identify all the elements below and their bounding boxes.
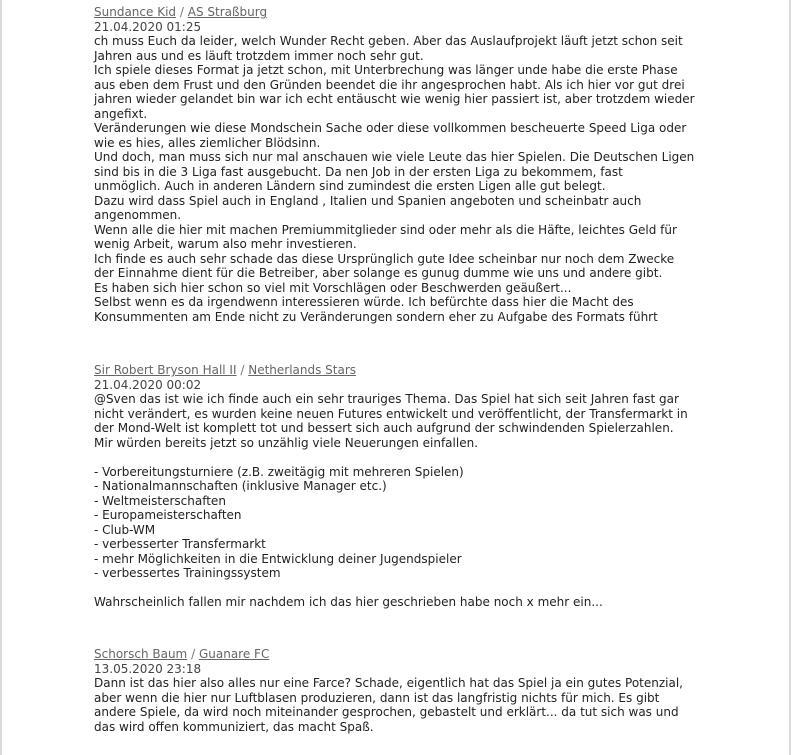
post-text-line: Wenn alle die hier mit machen Premiummitglieder sind oder mehr als die Häfte, leichtes Geld für — [94, 222, 677, 237]
forum-post — [94, 363, 724, 610]
author-link[interactable]: Schorsch Baum — [94, 647, 188, 661]
post-body — [94, 676, 724, 734]
post-text-line: der Mond-Welt ist komplett tot und bessert sich auch aufgrund der schwindenden Spielerzahlen. — [94, 421, 674, 435]
post-text-line: - verbessertes Trainingssystem — [94, 566, 281, 580]
forum-post — [94, 5, 724, 324]
post-text-line: Es haben sich hier schon so viel mit Vorschlägen oder Beschwerden geäußert... — [94, 280, 572, 295]
post-text-line: Selbst wenn es da irgendwenn interessieren würde. Ich befürchte dass hier die Macht des — [94, 295, 634, 309]
post-text-line: wie es hies, alles ziemlicher Blödsinn. — [94, 135, 321, 150]
post-text-line: angenommen. — [94, 208, 182, 222]
post-text-line: - Club-WM — [94, 522, 156, 537]
header-separator: / — [191, 647, 196, 661]
post-text-line: unmöglich. Auch in anderen Ländern sind zumindest die ersten Ligen alle gut belegt. — [94, 179, 606, 193]
post-text-line: Veränderungen wie diese Mondschein Sache oder diese vollkommen bescheuerte Speed Liga oder — [94, 121, 687, 135]
post-text-line: Konsummenten am Ende nicht zu Veränderungen sondern eher zu Aufgabe des Formats führt — [94, 309, 658, 324]
post-text-line: Mir würden bereits jetzt so unzählig viele Neuerungen einfallen. — [94, 435, 479, 450]
post-text-line: - Nationalmannschaften (inklusive Manager etc.) — [94, 479, 387, 493]
post-text-line: ch muss Euch da leider, welch Wunder Recht geben. Aber das Auslaufprojekt läuft jetzt schon seit — [94, 34, 683, 48]
team-link[interactable]: Guanare FC — [198, 647, 270, 661]
post-text-line — [94, 450, 724, 465]
post-text-line: Ich finde es auch sehr schade das diese Ursprünglich gute Idee scheinbar nur noch dem Zwecke — [94, 251, 675, 266]
forum-post — [94, 647, 724, 734]
post-text-line: Dann ist das hier also alles nur eine Farce? Schade, eigentlich hat das Spiel ja ein gutes Potenzial, — [94, 676, 683, 690]
post-text-line: der Einnahme dient für die Betreiber, aber solange es gunug dumme wie uns und andere gibt. — [94, 266, 663, 280]
post-body — [94, 34, 724, 324]
post-text-line: nicht verändert, es wurden keine neuen Futures entwickelt und veröffentlicht, der Transfermarkt in — [94, 406, 688, 421]
post-text-line: - Weltmeisterschaften — [94, 493, 226, 508]
post-text-line: Ich spiele dieses Format ja jetzt schon, mit Unterbrechung was länger unde habe die erste Phase — [94, 63, 678, 77]
post-text-line: Und doch, man muss sich nur mal anschauen wie viele Leute das hier Spielen. Die Deutschen Ligen — [94, 150, 695, 164]
post-header — [94, 647, 724, 662]
post-text-line: jahren wieder gelandet bin war ich echt entäuscht wie wenig hier passiert ist, aber trotzdem wieder — [94, 92, 695, 106]
post-text-line: das wird offen kommuniziert, das macht Spaß. — [94, 719, 374, 734]
header-separator: / — [179, 5, 184, 19]
post-text-line: - Vorbereitungsturniere (z.B. zweitägig mit mehreren Spielen) — [94, 464, 464, 479]
author-link[interactable]: Sir Robert Bryson Hall II — [94, 363, 237, 377]
post-text-line — [94, 581, 724, 596]
post-body — [94, 392, 724, 610]
post-date: 21.04.2020 01:25 — [94, 20, 202, 34]
post-text-line: sind bis in die 3 Liga fast ausgebucht. Da nen Job in der ersten Liga zu bekommem, fast — [94, 164, 623, 179]
post-text-line: Jahren aus und es läuft trotzdem immer noch sehr gut. — [94, 48, 424, 63]
post-text-line: @Sven das ist wie ich finde auch ein sehr trauriges Thema. Das Spiel hat sich seit Jahren fast gar — [94, 392, 679, 406]
header-separator: / — [240, 363, 245, 377]
post-header — [94, 5, 724, 20]
team-link[interactable]: AS Straßburg — [187, 5, 268, 19]
post-text-line: - verbesserter Transfermarkt — [94, 537, 266, 551]
post-text-line: aus eben dem Frust und den Gründen beendet die ihr angesprochen habt. Als ich hier vor gut drei — [94, 77, 685, 92]
post-text-line: aber wenn die hier nur Luftblasen produzieren, dann ist das langfristig nichts für mich. Es gibt — [94, 690, 660, 705]
post-header — [94, 363, 724, 378]
page-frame-left — [0, 0, 2, 755]
post-text-line: - Europameisterschaften — [94, 508, 242, 522]
post-text-line: - mehr Möglichkeiten in die Entwicklung deiner Jugendspieler — [94, 551, 462, 566]
post-text-line: Dazu wird dass Spiel auch in England , Italien und Spanien angeboten und scheinbatr auch — [94, 193, 642, 208]
post-date: 21.04.2020 00:02 — [94, 378, 202, 392]
post-text-line: Wahrscheinlich fallen mir nachdem ich das hier geschrieben habe noch x mehr ein... — [94, 595, 603, 609]
post-text-line: wenig Arbeit, warum also mehr investieren. — [94, 237, 357, 251]
team-link[interactable]: Netherlands Stars — [248, 363, 357, 377]
post-text-line: angefixt. — [94, 106, 148, 121]
post-date: 13.05.2020 23:18 — [94, 662, 202, 676]
post-text-line: andere Spiele, da wird noch miteinander gesprochen, gebastelt und erklärt... da tut sich was und — [94, 705, 679, 719]
author-link[interactable]: Sundance Kid — [94, 5, 177, 19]
